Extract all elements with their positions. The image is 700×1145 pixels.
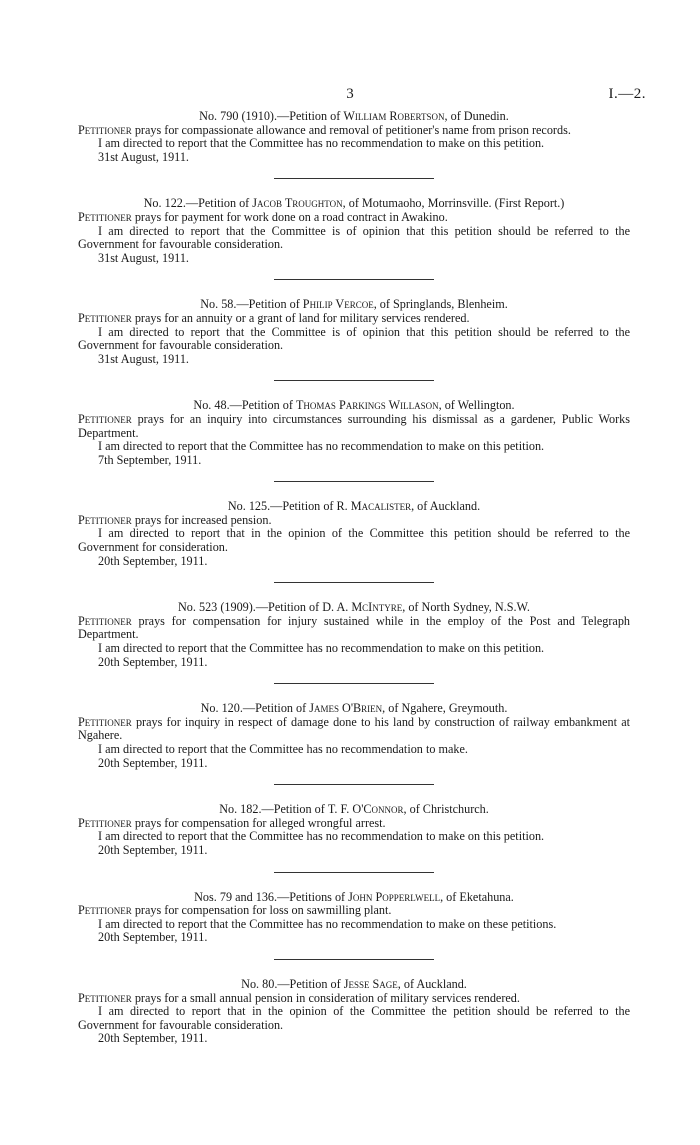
prayer-text: prays for increased pension. xyxy=(134,512,272,527)
petition-place: , of Motumaoho, Morrinsville. (First Report.) xyxy=(342,196,565,211)
petitioner-name: R. Macalister xyxy=(336,499,412,514)
petition-place: , of Eketahuna. xyxy=(440,889,514,904)
section-divider xyxy=(274,872,434,873)
petition-heading xyxy=(78,978,630,992)
petition-prayer xyxy=(78,817,630,831)
petition-number: Nos. 79 and 136.—Petitions of xyxy=(194,889,346,904)
petitioner-name: D. A. McIntyre xyxy=(322,600,403,615)
petition-number: No. 122.—Petition of xyxy=(143,196,250,211)
report-date: 7th September, 1911. xyxy=(98,452,202,467)
petition-number: No. 790 (1910).—Petition of xyxy=(199,109,341,123)
section-divider xyxy=(274,683,434,684)
section-divider xyxy=(274,784,434,785)
report-date: 31st August, 1911. xyxy=(98,351,189,366)
petition-prayer xyxy=(78,615,630,642)
petition-heading xyxy=(78,803,630,817)
petition-heading xyxy=(78,110,630,124)
petitioner-lead: Petitioner xyxy=(78,310,132,325)
petitioner-name: Jacob Troughton xyxy=(252,196,343,211)
petition-entry xyxy=(78,500,630,583)
petitioner-lead: Petitioner xyxy=(78,990,132,1005)
petition-entry xyxy=(78,803,630,872)
petition-prayer xyxy=(78,716,630,743)
petition-place: , of North Sydney, N.S.W. xyxy=(402,600,530,615)
petition-number: No. 523 (1909).—Petition of xyxy=(178,600,320,615)
petitioner-name: Jesse Sage xyxy=(343,976,398,991)
section-divider xyxy=(274,481,434,482)
section-divider xyxy=(274,279,434,280)
petitioner-name: Philip Vercoe xyxy=(302,297,374,312)
petition-place: , of Ngahere, Greymouth. xyxy=(382,701,508,716)
committee-report: I am directed to report that the Committee has no recommendation to make on this petition. xyxy=(98,829,545,844)
petition-entry xyxy=(78,702,630,785)
petition-prayer xyxy=(78,992,630,1006)
petition-heading xyxy=(78,298,630,312)
petition-heading xyxy=(78,197,630,211)
petition-place: , of Springlands, Blenheim. xyxy=(373,297,508,312)
petition-prayer xyxy=(78,514,630,528)
petition-list xyxy=(78,110,630,1046)
petition-entry xyxy=(78,891,630,960)
petition-heading xyxy=(78,702,630,716)
page-number: 3 xyxy=(346,86,354,102)
petitioner-name: John Popperlwell xyxy=(348,889,441,904)
prayer-text: prays for an annuity or a grant of land for military services rendered. xyxy=(134,310,470,325)
petition-entry xyxy=(78,399,630,482)
petition-prayer xyxy=(78,211,630,225)
section-divider xyxy=(274,959,434,960)
report-date: 20th September, 1911. xyxy=(98,1031,208,1046)
petition-prayer xyxy=(78,312,630,326)
petition-heading xyxy=(78,500,630,514)
section-divider xyxy=(274,178,434,179)
petition-number: No. 48.—Petition of xyxy=(193,398,293,413)
petition-place: , of Auckland. xyxy=(397,976,467,991)
petitioner-lead: Petitioner xyxy=(78,512,132,527)
section-divider xyxy=(274,380,434,381)
petitioner-lead: Petitioner xyxy=(78,903,132,918)
petition-place: , of Auckland. xyxy=(411,499,481,514)
prayer-text: prays for inquiry in respect of damage done to his land by construction of railway embankment at Ngahere. xyxy=(78,714,630,743)
committee-report: I am directed to report that in the opinion of the Committee the petition should be referred to the Government for favourable consideration. xyxy=(78,1004,630,1032)
petitioner-lead: Petitioner xyxy=(78,411,132,426)
document-reference: I.—2. xyxy=(608,86,646,102)
petition-number: No. 58.—Petition of xyxy=(200,297,300,312)
committee-report: I am directed to report that in the opinion of the Committee this petition should be referred to the Government for consideration. xyxy=(78,526,630,555)
petitioner-lead: Petitioner xyxy=(78,122,132,137)
petitioner-lead: Petitioner xyxy=(78,613,132,628)
prayer-text: prays for a small annual pension in consideration of military services rendered. xyxy=(134,990,520,1005)
petition-entry xyxy=(78,601,630,684)
prayer-text: prays for compensation for alleged wrongful arrest. xyxy=(134,815,386,830)
petition-heading xyxy=(78,891,630,905)
petition-entry xyxy=(78,197,630,280)
report-date: 20th September, 1911. xyxy=(98,930,208,945)
petition-entry xyxy=(78,298,630,381)
petition-prayer xyxy=(78,413,630,440)
prayer-text: prays for an inquiry into circumstances surrounding his dismissal as a gardener, Public Works Department. xyxy=(78,411,631,440)
prayer-text: prays for compassionate allowance and removal of petitioner's name from prison records. xyxy=(134,122,571,137)
committee-report: I am directed to report that the Committee has no recommendation to make on this petition. xyxy=(98,439,545,454)
committee-report: I am directed to report that the Committee has no recommendation to make on this petition. xyxy=(98,136,545,151)
report-date: 20th September, 1911. xyxy=(98,755,208,770)
report-date: 20th September, 1911. xyxy=(98,553,208,568)
report-date: 31st August, 1911. xyxy=(98,149,189,164)
petition-place: , of Dunedin. xyxy=(444,109,509,123)
petition-number: No. 125.—Petition of xyxy=(227,499,334,514)
petition-entry xyxy=(78,978,630,1046)
petition-number: No. 120.—Petition of xyxy=(200,701,307,716)
petitioner-name: James O'Brien xyxy=(309,701,383,716)
petitioner-lead: Petitioner xyxy=(78,714,132,729)
petitioner-lead: Petitioner xyxy=(78,209,132,224)
prayer-text: prays for compensation for loss on sawmilling plant. xyxy=(134,903,392,918)
petition-number: No. 80.—Petition of xyxy=(241,976,341,991)
section-divider xyxy=(274,582,434,583)
committee-report: I am directed to report that the Committee is of opinion that this petition should be referred to the Government for favourable consideration. xyxy=(78,324,630,353)
petitioner-name: T. F. O'Connor xyxy=(327,802,404,817)
committee-report: I am directed to report that the Committee has no recommendation to make on this petition. xyxy=(98,641,545,656)
committee-report: I am directed to report that the Committee is of opinion that this petition should be referred to the Government for favourable consideration. xyxy=(78,223,630,252)
petition-prayer xyxy=(78,124,630,138)
prayer-text: prays for payment for work done on a road contract in Awakino. xyxy=(134,209,448,224)
petition-number: No. 182.—Petition of xyxy=(219,802,325,817)
committee-report: I am directed to report that the Committee has no recommendation to make. xyxy=(98,742,468,756)
committee-report: I am directed to report that the Committee has no recommendation to make on these petitions. xyxy=(98,916,557,931)
prayer-text: prays for compensation for injury sustained while in the employ of the Post and Telegraph Department. xyxy=(78,613,631,642)
petition-heading xyxy=(78,601,630,615)
petitioner-name: William Robertson xyxy=(343,109,445,123)
report-date: 31st August, 1911. xyxy=(98,250,189,265)
report-date: 20th September, 1911. xyxy=(98,654,208,669)
petition-entry xyxy=(78,110,630,179)
petition-heading xyxy=(78,399,630,413)
petitioner-name: Thomas Parkings Willason xyxy=(295,398,439,413)
petition-prayer xyxy=(78,904,630,918)
report-date: 20th September, 1911. xyxy=(98,842,208,857)
petitioner-lead: Petitioner xyxy=(78,815,132,830)
petition-place: , of Christchurch. xyxy=(403,802,489,817)
petition-place: , of Wellington. xyxy=(438,398,515,413)
